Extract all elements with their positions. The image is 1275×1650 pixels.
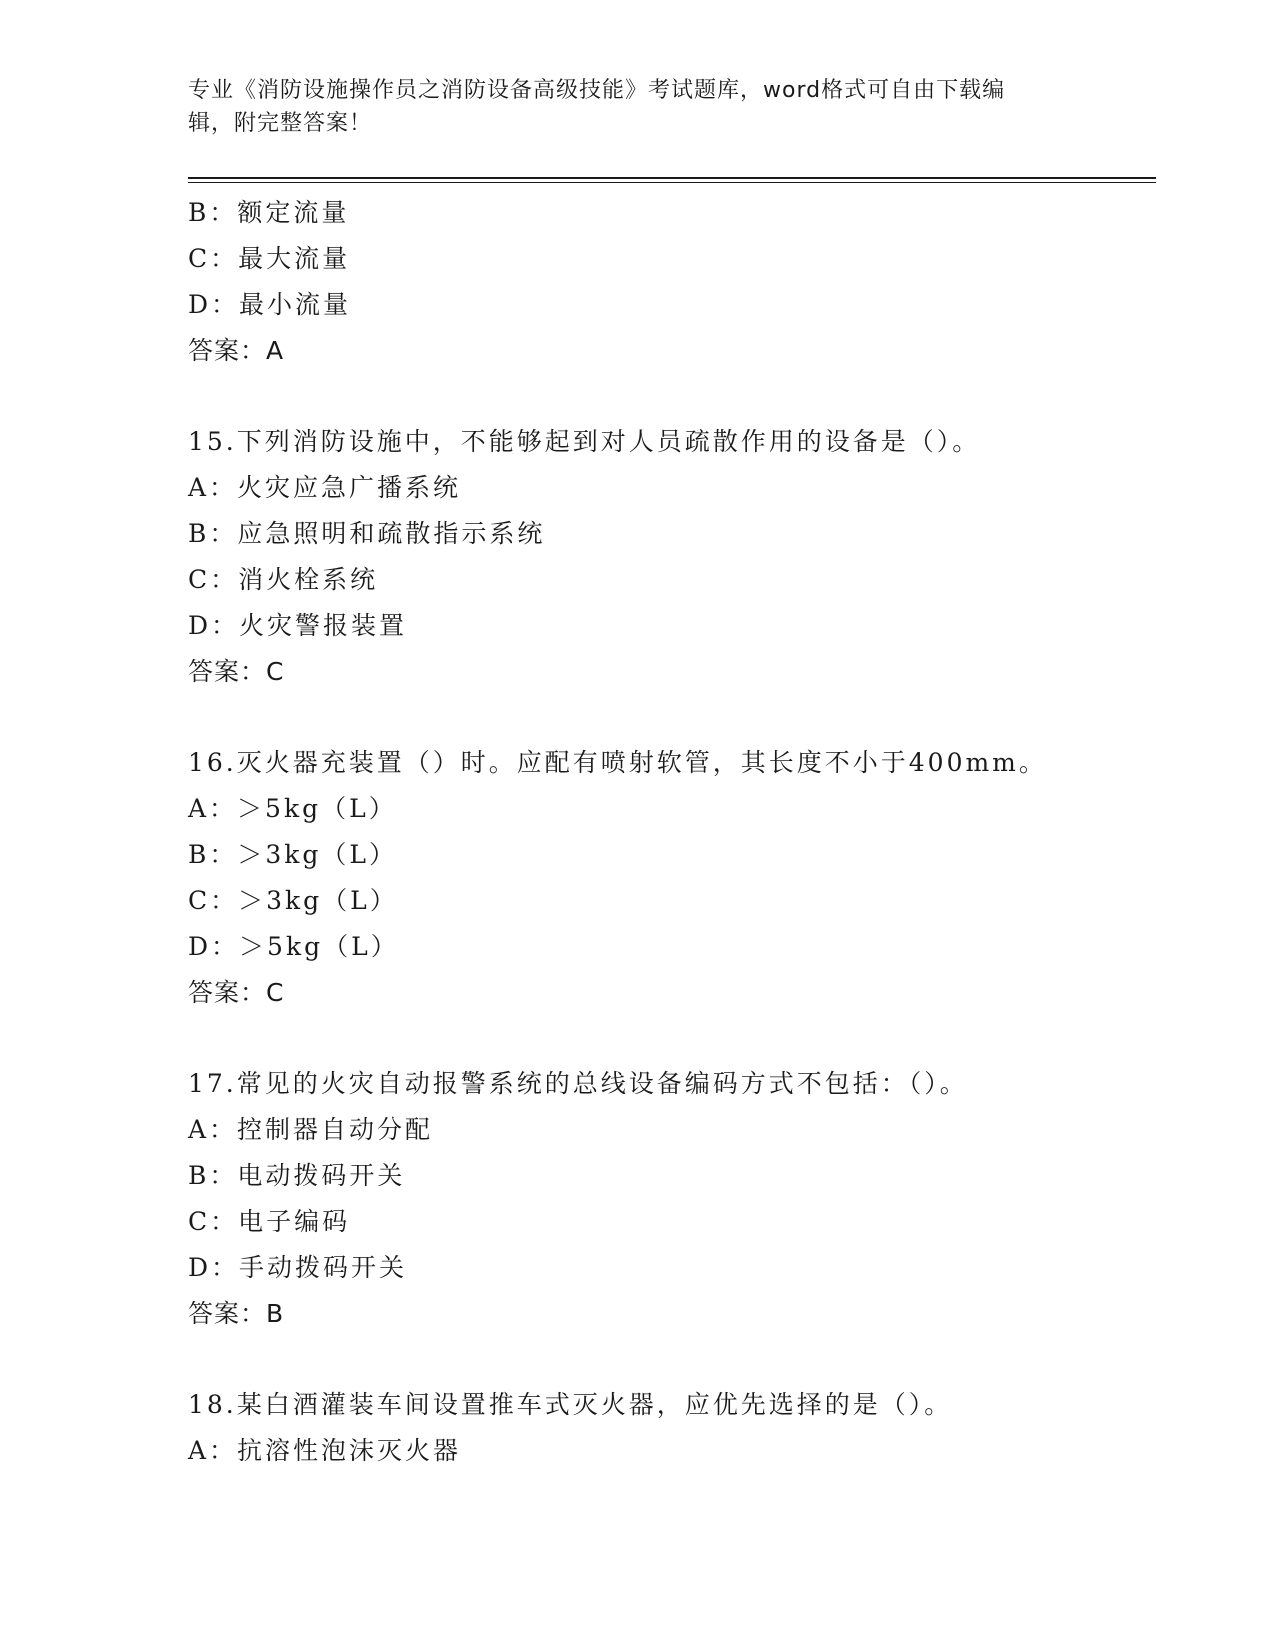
option-d: D：火灾警报装置 — [188, 611, 408, 640]
question-list — [188, 190, 1156, 1474]
option-c: C：消火栓系统 — [188, 565, 379, 594]
option-b: B：应急照明和疏散指示系统 — [188, 519, 546, 548]
answer-line: 答案：C — [188, 978, 285, 1007]
option-b: B：额定流量 — [188, 198, 350, 227]
answer-line: 答案：B — [188, 1299, 285, 1328]
option-c: C：＞3kg（L） — [188, 886, 398, 915]
question-title: 17.常见的火灾自动报警系统的总线设备编码方式不包括：（）。 — [188, 1069, 968, 1098]
option-b: B：＞3kg（L） — [188, 840, 398, 869]
question-title: 15.下列消防设施中，不能够起到对人员疏散作用的设备是（）。 — [188, 427, 981, 456]
spacer — [188, 1337, 1156, 1382]
question-block-15 — [188, 419, 1156, 695]
question-block-14 — [188, 190, 1156, 374]
option-d: D：最小流量 — [188, 290, 352, 319]
option-c: C：电子编码 — [188, 1207, 351, 1236]
question-title: 18.某白酒灌装车间设置推车式灭火器，应优先选择的是（）。 — [188, 1390, 953, 1419]
question-block-18 — [188, 1382, 1156, 1474]
option-a: A：火灾应急广播系统 — [188, 473, 462, 502]
spacer — [188, 695, 1156, 740]
spacer — [188, 1016, 1156, 1061]
answer-line: 答案：C — [188, 657, 285, 686]
answer-line: 答案：A — [188, 336, 285, 365]
question-block-16 — [188, 740, 1156, 1016]
option-d: D：手动拨码开关 — [188, 1253, 408, 1282]
option-a: A：抗溶性泡沫灭火器 — [188, 1436, 462, 1465]
question-block-17 — [188, 1061, 1156, 1337]
header-divider-thick — [188, 177, 1156, 179]
spacer — [188, 374, 1156, 419]
header-divider-thin — [188, 182, 1156, 183]
header-line-1: 专业《消防设施操作员之消防设备高级技能》考试题库，word格式可自由下载编 — [188, 78, 1006, 103]
option-c: C：最大流量 — [188, 244, 351, 273]
document-header — [188, 74, 1078, 140]
option-b: B：电动拨码开关 — [188, 1161, 406, 1190]
option-d: D：＞5kg（L） — [188, 932, 399, 961]
question-title: 16.灭火器充装置（）时。应配有喷射软管，其长度不小于400mm。 — [188, 748, 1047, 777]
header-line-2: 辑，附完整答案！ — [188, 111, 373, 136]
option-a: A：控制器自动分配 — [188, 1115, 434, 1144]
option-a: A：＞5kg（L） — [188, 794, 397, 823]
